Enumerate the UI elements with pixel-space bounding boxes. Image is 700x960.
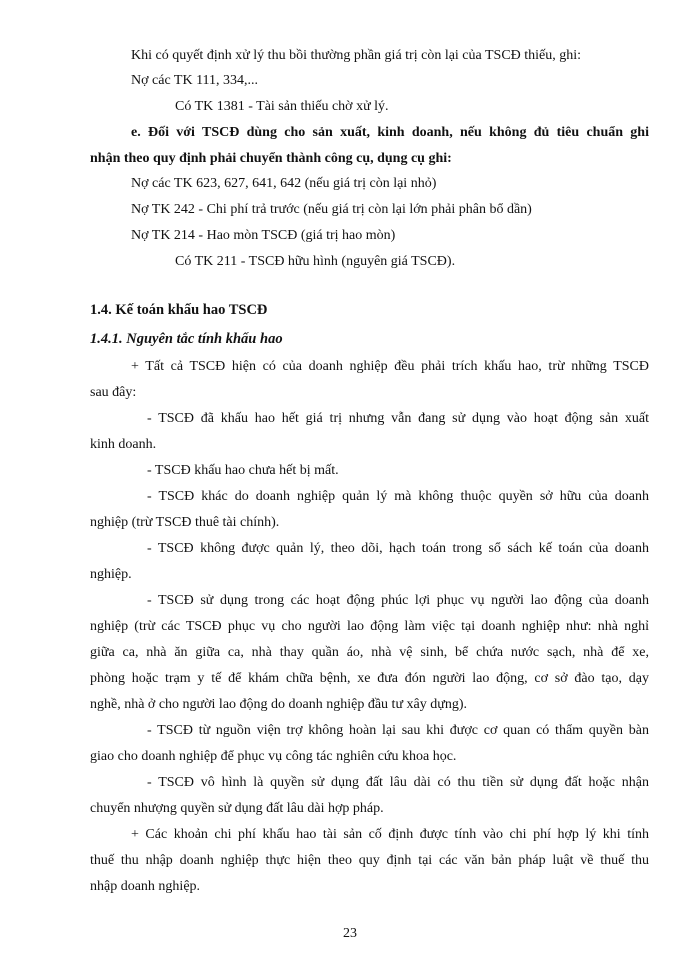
paragraph-line: nhập doanh nghiệp.	[90, 879, 201, 894]
section-e-title: e. Đối với TSCĐ dùng cho sản xuất, kinh doanh, nếu không đủ tiêu chuẩn ghi	[131, 125, 649, 140]
paragraph-line: giao cho doanh nghiệp để phục vụ công tác nghiên cứu khoa học.	[90, 749, 457, 764]
paragraph-line: sau đây:	[90, 385, 137, 400]
paragraph-line: Có TK 1381 - Tài sản thiếu chờ xử lý.	[175, 99, 389, 114]
paragraph-line: nghiệp (trừ TSCĐ thuê tài chính).	[90, 515, 280, 530]
journal-entry: Nợ các TK 623, 627, 641, 642 (nếu giá trị còn lại nhỏ)	[131, 176, 437, 191]
paragraph-line: nghiệp (trừ các TSCĐ phục vụ cho người lao động làm việc tại doanh nghiệp như: nhà nghỉ	[90, 619, 649, 634]
paragraph-line: chuyển nhượng quyền sử dụng đất lâu dài hợp pháp.	[90, 801, 384, 816]
paragraph-line: kinh doanh.	[90, 437, 157, 452]
paragraph-line: nghề, nhà ở cho người lao động do doanh nghiệp đầu tư xây dựng).	[90, 697, 468, 712]
journal-entry: Nợ TK 242 - Chi phí trả trước (nếu giá trị còn lại lớn phải phân bổ dần)	[131, 202, 532, 217]
journal-entry: Nợ TK 214 - Hao mòn TSCĐ (giá trị hao mòn)	[131, 228, 396, 243]
paragraph-line: phòng hoặc trạm y tế để khám chữa bệnh, xe đưa đón người lao động, cơ sở đào tạo, dạy	[90, 671, 649, 686]
paragraph-line: Khi có quyết định xử lý thu bồi thường phần giá trị còn lại của TSCĐ thiếu, ghi:	[131, 48, 582, 63]
paragraph-line: - TSCĐ sử dụng trong các hoạt động phúc lợi phục vụ người lao động của doanh	[147, 593, 649, 608]
paragraph-line: - TSCĐ đã khấu hao hết giá trị nhưng vẫn đang sử dụng vào hoạt động sản xuất	[147, 411, 649, 426]
paragraph-line: - TSCĐ không được quản lý, theo dõi, hạch toán trong sổ sách kế toán của doanh	[147, 541, 649, 556]
section-e-title-continued: nhận theo quy định phải chuyển thành công cụ, dụng cụ ghi:	[90, 151, 452, 166]
page-number: 23	[343, 926, 357, 941]
paragraph-line: + Tất cả TSCĐ hiện có của doanh nghiệp đều phải trích khấu hao, trừ những TSCĐ	[131, 359, 649, 374]
paragraph-line: - TSCĐ khấu hao chưa hết bị mất.	[147, 463, 339, 478]
paragraph-line: thuế thu nhập doanh nghiệp thực hiện theo quy định tại các văn bản pháp luật về thuế thu	[90, 853, 649, 868]
paragraph-line: giữa ca, nhà ăn giữa ca, nhà thay quần áo, nhà vệ sinh, bể chứa nước sạch, nhà để xe,	[90, 645, 649, 660]
paragraph-line: - TSCĐ vô hình là quyền sử dụng đất lâu dài có thu tiền sử dụng đất hoặc nhận	[147, 775, 649, 790]
paragraph-line: Nợ các TK 111, 334,...	[131, 73, 259, 88]
paragraph-line: nghiệp.	[90, 567, 132, 582]
journal-entry: Có TK 211 - TSCĐ hữu hình (nguyên giá TSCĐ).	[175, 254, 456, 269]
paragraph-line: + Các khoản chi phí khấu hao tài sản cố định được tính vào chi phí hợp lý khi tính	[131, 827, 649, 842]
subsection-heading: 1.4.1. Nguyên tắc tính khấu hao	[90, 331, 283, 347]
paragraph-line: - TSCĐ khác do doanh nghiệp quản lý mà không thuộc quyền sở hữu của doanh	[147, 489, 649, 504]
paragraph-line: - TSCĐ từ nguồn viện trợ không hoàn lại sau khi được cơ quan có thẩm quyền bàn	[147, 723, 649, 738]
section-heading: 1.4. Kế toán khấu hao TSCĐ	[90, 302, 268, 318]
